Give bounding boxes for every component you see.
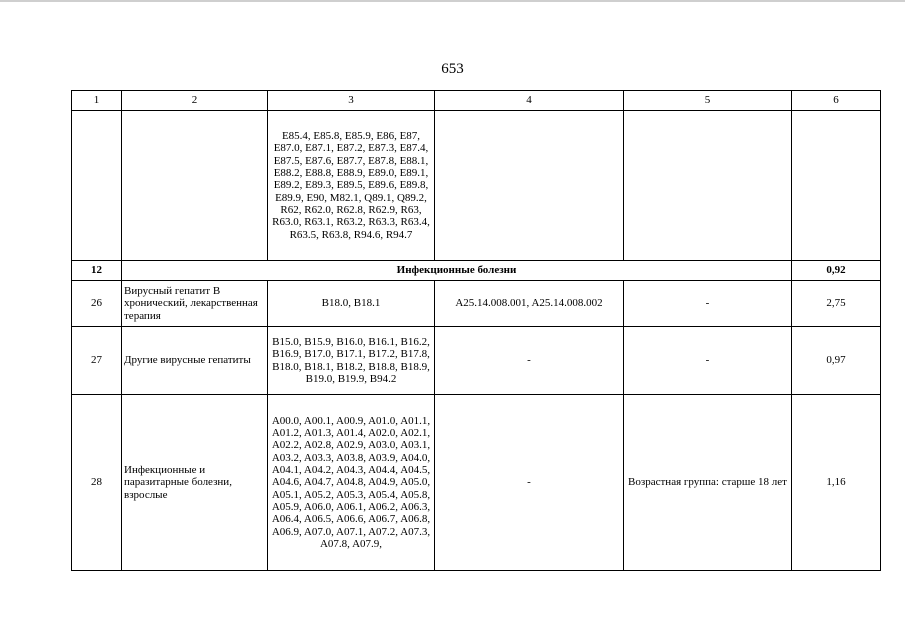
header-col-3: 3 — [268, 91, 435, 111]
row-services: - — [435, 395, 624, 571]
section-number: 12 — [72, 261, 122, 281]
row-number: 28 — [72, 395, 122, 571]
row-number: 27 — [72, 327, 122, 395]
table-row — [72, 395, 881, 571]
cont-name-cell — [122, 111, 268, 261]
row-coefficient: 0,97 — [792, 327, 881, 395]
header-col-4: 4 — [435, 91, 624, 111]
cont-services-cell — [435, 111, 624, 261]
header-col-2: 2 — [122, 91, 268, 111]
page-top-edge — [0, 0, 905, 2]
row-services: A25.14.008.001, A25.14.008.002 — [435, 281, 624, 327]
row-codes: A00.0, A00.1, A00.9, A01.0, A01.1, A01.2, A01.3, A01.4, A02.0, A02.1, A02.2, A02.8, A02.9, A03.0, A03.1, A03.2, A03.3, A03.8, A03.9, A04.0, A04.1, A04.2, A04.3, A04.4, A04.5, A04.6, A04.7, A04.8, A04.9, A05.0, A05.1, A05.2, A05.3, A05.4, A05.8, A05.9, A06.0, A06.1, A06.2, A06.3, A06.4, A06.5, A06.6, A06.7, A06.8, A06.9, A07.0, A07.1, A07.2, A07.3, A07.8, A07.9, — [268, 395, 435, 571]
row-name: Другие вирусные гепатиты — [122, 327, 268, 395]
row-codes: B15.0, B15.9, B16.0, B16.1, B16.2, B16.9, B17.0, B17.1, B17.2, B17.8, B18.0, B18.1, B18.2, B18.8, B18.9, B19.0, B19.9, B94.2 — [268, 327, 435, 395]
page-number: 653 — [441, 61, 464, 77]
cont-codes-cell: E85.4, E85.8, E85.9, E86, E87, E87.0, E87.1, E87.2, E87.3, E87.4, E87.5, E87.6, E87.7, E87.8, E88.1, E88.2, E88.8, E88.9, E89.0, E89.1, E89.2, E89.3, E89.5, E89.6, E89.8, E89.9, E90, M82.1, Q89.1, Q89.2, R62, R62.0, R62.8, R62.9, R63, R63.0, R63.1, R63.2, R63.3, R63.4, R63.5, R63.8, R94.6, R94.7 — [268, 111, 435, 261]
row-services: - — [435, 327, 624, 395]
table-header-row — [72, 91, 881, 111]
row-codes: B18.0, B18.1 — [268, 281, 435, 327]
header-col-5: 5 — [624, 91, 792, 111]
section-name: Инфекционные болезни — [122, 261, 792, 281]
row-criteria: Возрастная группа: старше 18 лет — [624, 395, 792, 571]
header-col-6: 6 — [792, 91, 881, 111]
row-coefficient: 2,75 — [792, 281, 881, 327]
table-row-continuation — [72, 111, 881, 261]
row-number: 26 — [72, 281, 122, 327]
cont-number-cell — [72, 111, 122, 261]
section-row — [72, 261, 881, 281]
row-name: Инфекционные и паразитарные болезни, взрослые — [122, 395, 268, 571]
table-row — [72, 327, 881, 395]
row-name: Вирусный гепатит В хронический, лекарственная терапия — [122, 281, 268, 327]
cont-criteria-cell — [624, 111, 792, 261]
row-coefficient: 1,16 — [792, 395, 881, 571]
header-col-1: 1 — [72, 91, 122, 111]
cont-coefficient-cell — [792, 111, 881, 261]
section-coefficient: 0,92 — [792, 261, 881, 281]
table-row — [72, 281, 881, 327]
row-criteria: - — [624, 281, 792, 327]
tariff-table — [71, 90, 881, 571]
row-criteria: - — [624, 327, 792, 395]
